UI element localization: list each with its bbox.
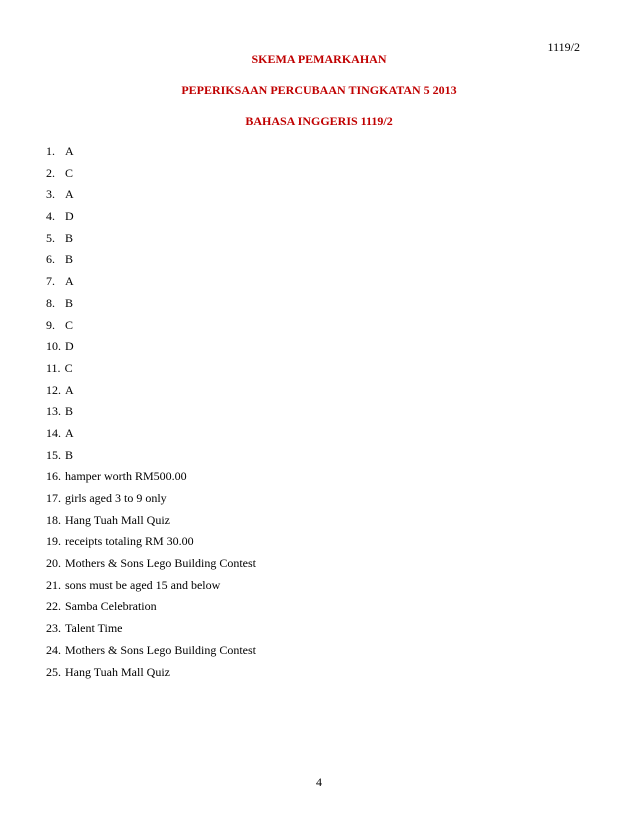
answer-number: 5. [46, 230, 55, 245]
answer-text: sons must be aged 15 and below [65, 577, 221, 592]
answer-text: Samba Celebration [65, 599, 157, 614]
answer-text: C [65, 317, 74, 332]
answer-text: A [65, 187, 74, 202]
answer-text: B [65, 295, 74, 310]
answer-text: A [65, 144, 74, 158]
answer-number: 21. [46, 577, 61, 592]
answer-item [46, 383, 256, 405]
answer-item [46, 643, 256, 665]
answer-item [46, 274, 256, 296]
answer-item [46, 361, 256, 383]
answer-number: 12. [46, 382, 61, 397]
answer-text: B [65, 447, 74, 462]
answer-text: Hang Tuah Mall Quiz [65, 664, 170, 679]
page-number: 4 [316, 775, 322, 789]
answer-text: D [65, 209, 74, 224]
answer-number: 6. [46, 252, 55, 267]
answer-number: 16. [46, 469, 61, 484]
answer-number: 24. [46, 642, 61, 657]
answer-item [46, 426, 256, 448]
paper-code: 1119/2 [547, 40, 580, 54]
answer-text: Hang Tuah Mall Quiz [65, 512, 170, 527]
answer-number: 14. [46, 425, 61, 440]
answer-number: 23. [46, 621, 61, 636]
answer-item [46, 339, 256, 361]
document-title: SKEMA PEMARKAHAN [251, 52, 387, 66]
answer-item [46, 252, 256, 274]
subject-title: BAHASA INGGERIS 1119/2 [245, 114, 393, 128]
answer-item [46, 469, 256, 491]
answer-number: 17. [46, 491, 61, 505]
answer-number: 9. [46, 317, 55, 332]
answer-text: Talent Time [65, 621, 123, 636]
answer-number: 7. [46, 274, 55, 289]
exam-title: PEPERIKSAAN PERCUBAAN TINGKATAN 5 2013 [181, 83, 457, 97]
answer-item [46, 621, 256, 643]
answer-number: 11. [46, 360, 61, 375]
answer-item [46, 448, 256, 470]
answer-number: 10. [46, 339, 61, 354]
answer-list [46, 144, 256, 686]
answer-number: 19. [46, 534, 61, 549]
answer-text: Mothers & Sons Lego Building Contest [65, 642, 257, 657]
answer-item [46, 556, 256, 578]
answer-item [46, 318, 256, 340]
answer-item [46, 404, 256, 426]
answer-text: receipts totaling RM 30.00 [65, 534, 194, 549]
answer-number: 22. [46, 599, 61, 614]
answer-text: hamper worth RM500.00 [65, 469, 187, 484]
answer-number: 3. [46, 187, 55, 202]
answer-number: 20. [46, 556, 61, 571]
answer-item [46, 513, 256, 535]
answer-number: 2. [46, 165, 55, 180]
answer-number: 15. [46, 447, 61, 462]
answer-item [46, 534, 256, 556]
answer-item [46, 166, 256, 188]
answer-item [46, 491, 256, 513]
answer-text: Mothers & Sons Lego Building Contest [65, 556, 257, 571]
answer-text: A [65, 382, 74, 397]
answer-number: 1. [46, 144, 55, 158]
answer-text: B [65, 252, 74, 267]
answer-number: 4. [46, 209, 55, 224]
answer-text: A [65, 425, 74, 440]
answer-text: B [65, 404, 74, 419]
answer-number: 13. [46, 404, 61, 419]
answer-text: girls aged 3 to 9 only [65, 491, 167, 505]
answer-item [46, 209, 256, 231]
answer-number: 18. [46, 512, 61, 527]
answer-number: 25. [46, 664, 61, 679]
answer-item [46, 231, 256, 253]
answer-item [46, 144, 256, 166]
answer-item [46, 665, 256, 687]
answer-item [46, 296, 256, 318]
answer-text: A [65, 274, 74, 289]
answer-item [46, 599, 256, 621]
answer-text: C [65, 165, 74, 180]
answer-text: D [65, 339, 74, 354]
answer-item [46, 187, 256, 209]
answer-text: B [65, 230, 74, 245]
answer-text: C [64, 360, 73, 375]
answer-item [46, 578, 256, 600]
answer-number: 8. [46, 295, 55, 310]
